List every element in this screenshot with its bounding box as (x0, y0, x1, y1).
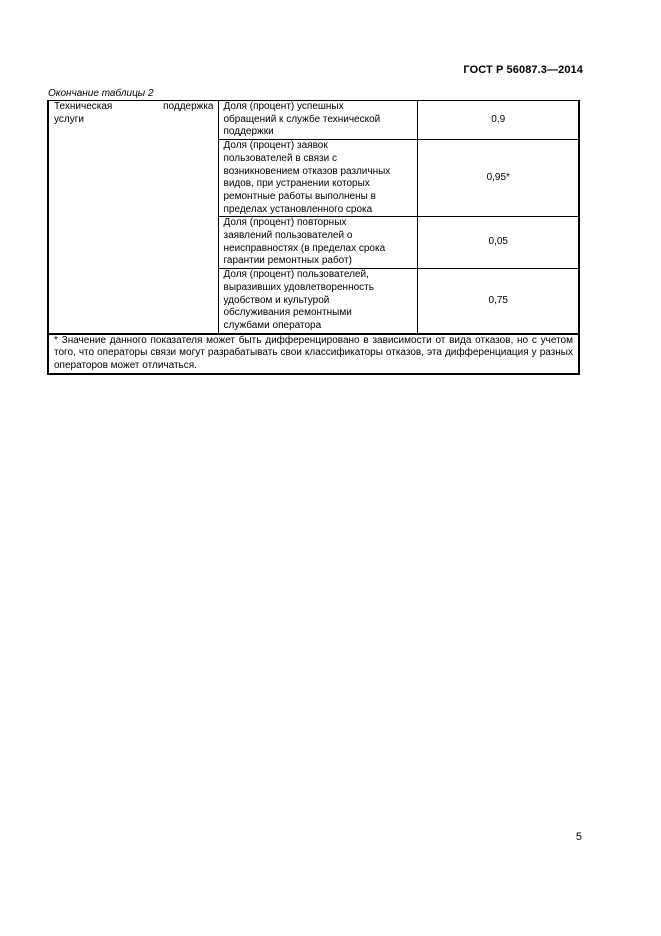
indicator-cell (218, 217, 417, 269)
value-cell: 0,9 (417, 101, 579, 140)
category-cell (48, 101, 218, 334)
indicator-line: пределах установленного срока (223, 203, 373, 215)
indicator-line: Доля (процент) заявок (223, 140, 328, 152)
value-cell: 0,75 (417, 269, 579, 334)
indicator-line: службами оператора (223, 319, 322, 331)
indicator-line: пользователей в связи с (223, 152, 337, 164)
indicator-line: обращений к службе технической (223, 113, 381, 125)
category-line: Техническая поддержка (54, 101, 214, 112)
indicator-line: обслуживания ремонтными (223, 307, 352, 319)
indicator-cell (218, 101, 417, 140)
indicator-line: гарантии ремонтных работ) (223, 255, 352, 267)
indicators-table (47, 100, 580, 375)
indicator-line: заявлений пользователей о (223, 230, 353, 242)
indicator-line: Доля (процент) повторных (223, 217, 347, 229)
table-row (48, 101, 579, 140)
value-cell: 0,95* (417, 140, 579, 217)
footnote-row (48, 334, 579, 374)
indicator-line: поддержки (223, 126, 274, 138)
indicator-cell (218, 140, 417, 217)
indicator-line: удобством и культурой (223, 294, 330, 306)
page-number: 5 (575, 831, 582, 843)
table-caption: Окончание таблицы 2 (48, 88, 154, 99)
indicator-line: ремонтные работы выполнены в (223, 190, 376, 202)
indicator-line: выразивших удовлетворенность (223, 281, 374, 293)
indicator-cell (218, 269, 417, 334)
indicator-line: видов, при устранении которых (223, 178, 370, 190)
document-code: ГОСТ Р 56087.3—2014 (463, 64, 583, 76)
indicator-line: Доля (процент) успешных (223, 101, 344, 112)
indicator-line: Доля (процент) пользователей, (223, 269, 369, 281)
indicator-line: возникновением отказов различных (223, 165, 391, 177)
indicator-line: неисправностях (в пределах срока (223, 242, 386, 254)
category-line: услуги (54, 113, 84, 125)
value-cell: 0,05 (417, 217, 579, 269)
footnote: * Значение данного показателя может быть дифференцировано в зависимости от вида отказов, но с учетом того, что операторы связи могут разрабатывать свои классификаторы отказов, эта дифференциация у разных операторов может отличаться. (48, 334, 579, 374)
